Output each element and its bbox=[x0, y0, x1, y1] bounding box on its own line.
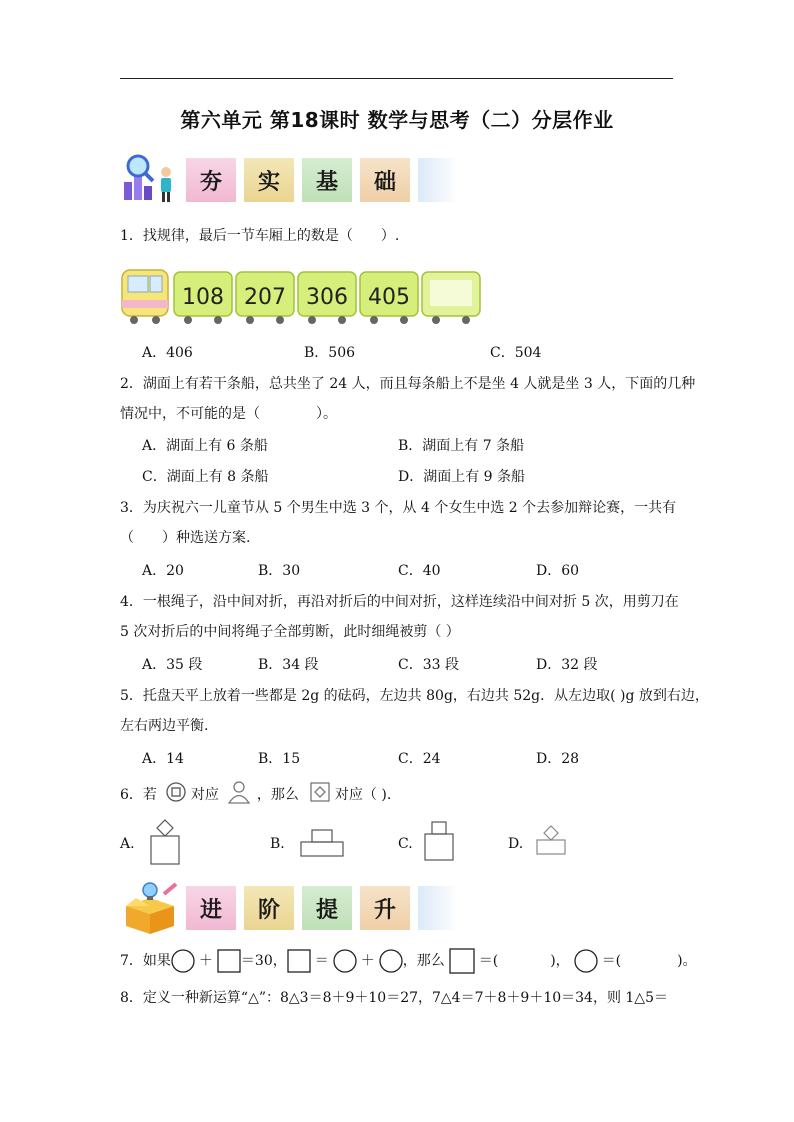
circle-blank-icon[interactable] bbox=[333, 949, 357, 973]
header-rule bbox=[120, 78, 673, 79]
page-title: 第六单元 第18课时 数学与思考（二）分层作业 bbox=[180, 108, 614, 132]
circle-square-icon bbox=[165, 781, 187, 809]
option-2b[interactable]: B．湖面上有 7 条船 bbox=[398, 438, 525, 454]
circle-blank-icon[interactable] bbox=[574, 949, 598, 973]
q7-text: ＝( bbox=[601, 953, 622, 969]
box-lightbulb-icon bbox=[120, 880, 180, 936]
option-5a[interactable]: A．14 bbox=[142, 751, 184, 767]
q7-text: ＝( bbox=[478, 953, 499, 969]
option-5d[interactable]: D．28 bbox=[536, 751, 580, 767]
section-banner-advanced bbox=[120, 880, 458, 936]
question-6 bbox=[120, 780, 391, 810]
q7-text: ＋ bbox=[360, 953, 375, 969]
option-4b[interactable]: B．34 段 bbox=[258, 657, 319, 673]
option-6c-label[interactable]: C. bbox=[398, 836, 413, 852]
q7-text: ＋ bbox=[198, 953, 213, 969]
option-3a[interactable]: A．20 bbox=[142, 563, 184, 579]
option-6a-label[interactable]: A. bbox=[120, 836, 135, 852]
question-2-line1: 2．湖面上有若干条船，总共坐了 24 人，而且每条船上不是坐 4 人就是坐 3 人，下面的几种 bbox=[120, 376, 696, 392]
car-number: 306 bbox=[306, 285, 348, 310]
option-4a[interactable]: A．35 段 bbox=[142, 657, 203, 673]
option-6b-label[interactable]: B. bbox=[270, 836, 285, 852]
q7-text: 7．如果 bbox=[120, 953, 171, 969]
banner-fade bbox=[418, 886, 458, 930]
person-icon bbox=[227, 780, 251, 810]
option-6b-figure[interactable] bbox=[298, 828, 346, 864]
car-number: 405 bbox=[368, 285, 410, 310]
section-banner-basic bbox=[120, 152, 458, 208]
option-4c[interactable]: C．33 段 bbox=[398, 657, 459, 673]
option-2c[interactable]: C．湖面上有 8 条船 bbox=[142, 469, 269, 485]
option-1c[interactable]: C．504 bbox=[490, 345, 542, 361]
banner-char: 进 bbox=[186, 886, 236, 930]
question-4-line2: 5 次对折后的中间将绳子全部剪断，此时细绳被剪（ ） bbox=[120, 624, 460, 640]
q6-text: 对应（ ). bbox=[334, 787, 392, 803]
q7-text: )， bbox=[550, 953, 570, 969]
option-6a-figure[interactable] bbox=[148, 818, 182, 872]
question-7 bbox=[120, 948, 697, 974]
question-4-line1: 4．一根绳子，沿中间对折，再沿对折后的中间对折，这样连续沿中间对折 5 次，用剪刀在 bbox=[120, 594, 679, 610]
q7-text: ＝ bbox=[314, 953, 329, 969]
question-3-line1: 3．为庆祝六一儿童节从 5 个男生中选 3 个，从 4 个女生中选 2 个去参加辩论赛，一共有 bbox=[120, 500, 677, 516]
option-5b[interactable]: B．15 bbox=[258, 751, 301, 767]
option-2d[interactable]: D．湖面上有 9 条船 bbox=[398, 469, 526, 485]
option-4d[interactable]: D．32 段 bbox=[536, 657, 598, 673]
option-6d-figure[interactable] bbox=[534, 824, 568, 864]
option-1a[interactable]: A．406 bbox=[142, 345, 193, 361]
question-8: 8．定义一种新运算“△”：8△3＝8＋9＋10＝27，7△4＝7＋8＋9＋10＝34，则 1△5＝ bbox=[120, 990, 668, 1006]
train-engine bbox=[122, 270, 168, 324]
circle-blank-icon[interactable] bbox=[171, 949, 195, 973]
square-diamond-icon bbox=[309, 781, 331, 809]
option-1b[interactable]: B．506 bbox=[304, 345, 356, 361]
q7-text: ，那么 bbox=[402, 953, 445, 969]
banner-char: 夯 bbox=[186, 158, 236, 202]
car-number: 207 bbox=[244, 285, 286, 310]
q6-text: ，那么 bbox=[256, 787, 299, 803]
banner-char: 提 bbox=[302, 886, 352, 930]
option-5c[interactable]: C．24 bbox=[398, 751, 441, 767]
magnifier-chart-icon bbox=[120, 152, 180, 208]
banner-char: 阶 bbox=[244, 886, 294, 930]
option-2a[interactable]: A．湖面上有 6 条船 bbox=[142, 438, 268, 454]
q6-text: 6．若 bbox=[120, 787, 157, 803]
option-3d[interactable]: D．60 bbox=[536, 563, 580, 579]
question-5-line1: 5．托盘天平上放着一些都是 2g 的砝码，左边共 80g，右边共 52g．从左边取( )g 放到右边， bbox=[120, 688, 709, 704]
question-1: 1．找规律，最后一节车厢上的数是（ ）. bbox=[120, 228, 400, 244]
q7-text: ＝30， bbox=[240, 953, 287, 969]
banner-char: 础 bbox=[360, 158, 410, 202]
option-3c[interactable]: C．40 bbox=[398, 563, 441, 579]
banner-char: 升 bbox=[360, 886, 410, 930]
banner-fade bbox=[418, 158, 458, 202]
car-number: 108 bbox=[182, 285, 224, 310]
train-illustration bbox=[120, 262, 500, 328]
square-blank-icon[interactable] bbox=[287, 949, 311, 973]
question-3-line2: （ ）种选送方案. bbox=[120, 530, 251, 546]
option-6d-label[interactable]: D. bbox=[508, 836, 524, 852]
option-3b[interactable]: B．30 bbox=[258, 563, 301, 579]
question-5-line2: 左右两边平衡. bbox=[120, 718, 209, 734]
question-2-line2: 情况中，不可能的是（ ）。 bbox=[120, 406, 337, 422]
square-blank-icon[interactable] bbox=[449, 948, 475, 974]
banner-char: 实 bbox=[244, 158, 294, 202]
square-blank-icon[interactable] bbox=[217, 949, 241, 973]
banner-char: 基 bbox=[302, 158, 352, 202]
circle-blank-icon[interactable] bbox=[379, 949, 403, 973]
q7-text: )。 bbox=[677, 953, 697, 969]
q6-text: 对应 bbox=[190, 787, 219, 803]
option-6c-figure[interactable] bbox=[422, 820, 456, 868]
